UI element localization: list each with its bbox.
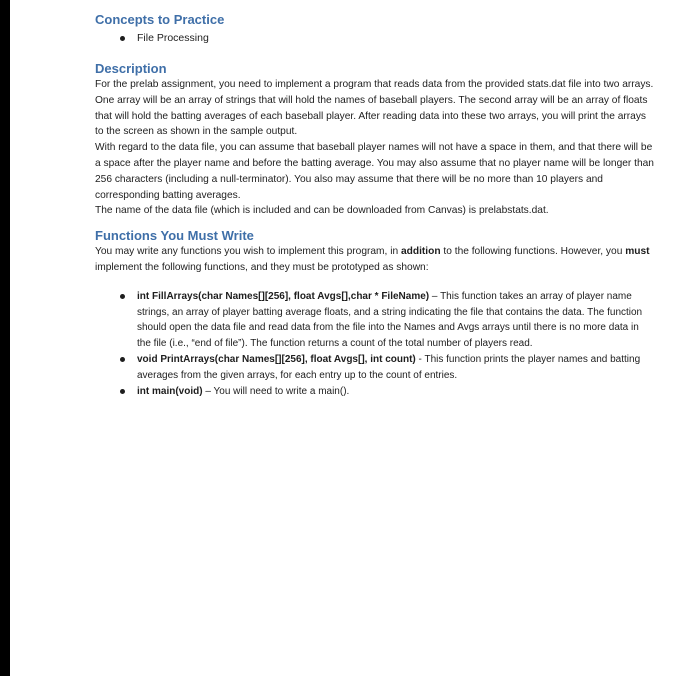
functions-intro-bold-must: must [625,246,650,258]
concepts-list [95,31,655,46]
function-signature: int FillArrays(char Names[][256], float Avgs[],char * FileName) [137,290,430,302]
function-description: - This function prints the player names and batting averages from the given arrays, for each entry up to the count of entries. [137,353,641,381]
function-item-printarrays [95,352,655,384]
function-item-fillarrays [95,289,655,352]
functions-intro-part-c: implement the following functions, and they must be prototyped as shown: [95,261,429,273]
description-heading: Description [95,61,167,76]
functions-heading: Functions You Must Write [95,228,254,244]
concepts-list-item: File Processing [95,31,655,46]
function-signature: void PrintArrays(char Names[][256], float Avgs[], int count) [137,353,416,365]
functions-intro-part-b: to the following functions. However, you [440,246,626,258]
functions-intro-part-a: You may write any functions you wish to implement this program, in [95,246,401,258]
document-page [95,12,655,399]
concepts-heading: Concepts to Practice [95,12,225,27]
description-paragraph-3: The name of the data file (which is included and can be downloaded from Canvas) is prelabstats.dat. [95,205,549,217]
functions-intro [95,244,655,276]
function-description: – You will need to write a main(). [202,385,350,397]
function-signature: int main(void) [137,385,203,397]
function-description: – This function takes an array of player name strings, an array of player batting average floats, and a string indicating the file that contains the data. The function should open the data file and read data from the file into the Names and Avgs arrays until there is no more data in the file (i.e., “end of file”). The function returns a count of the total number of players read. [137,290,643,350]
description-paragraph-2: With regard to the data file, you can assume that baseball player names will not have a space in them, and that there will be a space after the player name and before the batting average. You may also assume that no player name will be longer than 256 characters (including a null-terminator). You also may assume that there will be no more than 10 players and corresponding batting averages. [95,142,654,201]
function-item-main [95,384,655,400]
description-paragraph-1: For the prelab assignment, you need to implement a program that reads data from the provided stats.dat file into two arrays. One array will be an array of strings that will hold the names of baseball players. The second array will be an array of floats that will hold the batting averages of each baseball player. After reading data into these two arrays, you will print the arrays to the screen as shown in the sample output. [95,79,654,138]
left-edge-bar [0,0,10,676]
functions-list [95,289,655,400]
functions-intro-bold-addition: addition [400,246,441,258]
